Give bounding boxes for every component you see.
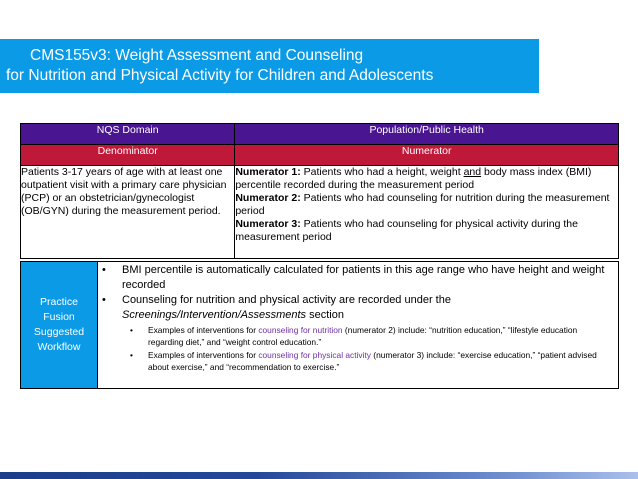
nqs-domain-label: NQS Domain <box>21 124 235 145</box>
bullet-2-italic: Screenings/Intervention/Assessments <box>122 309 307 321</box>
footer-bar <box>0 472 638 479</box>
numerator-1-and: and <box>463 166 482 178</box>
bullet-icon: • <box>102 294 106 306</box>
numerator-3-text: Patients who had counseling for physical activity during the measurement period <box>235 218 578 243</box>
sub-2-pre: Examples of interventions for <box>148 350 259 360</box>
header-row <box>21 145 619 166</box>
workflow-sub-bullet <box>101 324 610 348</box>
bullet-2-post: section <box>306 309 344 321</box>
workflow-label-line: Workflow <box>37 341 81 353</box>
sub-1-post: (numerator 2) include: “nutrition education,” “lifestyle education regarding diet,” and “weight control education.” <box>148 325 578 347</box>
numerator-header: Numerator <box>235 145 619 166</box>
denominator-header: Denominator <box>21 145 235 166</box>
numerator-text <box>235 166 619 259</box>
workflow-label <box>21 262 98 388</box>
numerator-1-pre: Patients who had a height, weight <box>300 166 464 178</box>
numerator-1-post: body mass index (BMI) percentile recorded during the measurement period <box>235 166 592 191</box>
nutrition-counseling-link[interactable]: counseling for nutrition <box>258 325 343 335</box>
title-line-2: for Nutrition and Physical Activity for Children and Adolescents <box>6 67 434 84</box>
workflow-label-line: Practice <box>40 296 78 308</box>
numerator-2-label: Numerator 2: <box>235 192 301 204</box>
bullet-icon: • <box>102 264 106 276</box>
detail-row <box>21 166 619 259</box>
bullet-2-pre: Counseling for nutrition and physical activity are recorded under the <box>122 294 451 306</box>
workflow-label-line: Fusion <box>43 311 75 323</box>
numerator-3-label: Numerator 3: <box>235 218 301 230</box>
sub-1-pre: Examples of interventions for <box>148 325 259 335</box>
workflow-bullet <box>101 293 610 323</box>
bullet-icon: • <box>130 325 133 335</box>
nqs-domain-value: Population/Public Health <box>235 124 619 145</box>
workflow-sub-bullet <box>101 349 610 373</box>
title-line-1: CMS155v3: Weight Assessment and Counseling <box>30 47 364 64</box>
numerator-2-text: Patients who had counseling for nutrition during the measurement period <box>235 192 610 217</box>
numerator-1-label: Numerator 1: <box>235 166 301 178</box>
title-banner <box>0 39 539 93</box>
workflow-bullet <box>101 263 610 293</box>
workflow-content <box>101 263 610 373</box>
nqs-domain-row <box>21 124 619 145</box>
bullet-1-text: BMI percentile is automatically calculated for patients in this age range who have height and weight recorded <box>122 264 605 291</box>
denominator-text: Patients 3-17 years of age with at least one outpatient visit with a primary care physician (PCP) or an obstetrician/gynecologist (OB/GYN) during the measurement period. <box>21 166 235 259</box>
workflow-box <box>20 261 619 389</box>
bullet-icon: • <box>130 350 133 360</box>
measure-table <box>20 123 619 259</box>
sub-2-post: (numerator 3) include: “exercise education,” “patient advised about exercise,” and “recommendation to exercise.” <box>148 350 597 372</box>
physical-activity-counseling-link[interactable]: counseling for physical activity <box>258 350 371 360</box>
workflow-label-line: Suggested <box>33 326 85 338</box>
